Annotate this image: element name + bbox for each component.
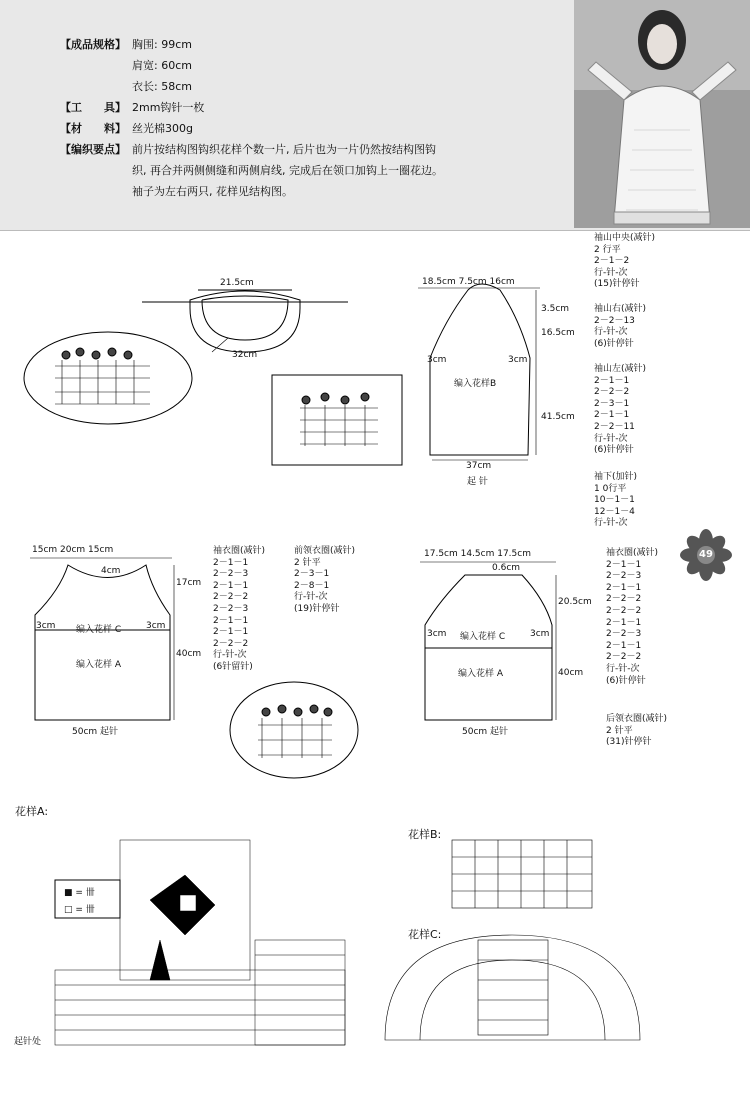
sleeve-right-offset: 3cm <box>508 355 528 365</box>
pattern-a-chart <box>55 840 345 1045</box>
back-top-widths: 15cm 20cm 15cm <box>32 545 114 555</box>
front-neck: 0.6cm <box>492 563 521 573</box>
sleeve-cap-right-notes: 袖山右(减针) 2－2－13 行-针-次 (6)针停针 <box>594 304 647 349</box>
spec-row-5: 【材 料】 丝光棉300g <box>60 122 193 135</box>
pattern-c-chart <box>385 935 640 1040</box>
spec-row-2: 肩宽: 60cm <box>132 59 192 72</box>
spec-row-6: 【编织要点】 前片按结构图钩织花样个数一片, 后片也为一片仍然按结构图钩 <box>60 143 436 156</box>
back-pattern-c: 编入花样 C <box>76 625 122 635</box>
sleeve-cap-h1: 3.5cm <box>541 304 570 314</box>
front-right-offset: 3cm <box>530 629 550 639</box>
front-lower-height: 40cm <box>558 668 584 678</box>
pattern-b-chart <box>452 840 592 908</box>
pattern-c-label: 花样C: <box>408 928 442 941</box>
back-pattern-a: 编入花样 A <box>76 660 122 670</box>
back-diagram <box>30 558 174 720</box>
sleeve-start: 起 针 <box>467 477 488 487</box>
back-stitch-oval <box>230 682 358 778</box>
back-lower-height: 40cm <box>176 649 202 659</box>
back-neck: 4cm <box>101 566 121 576</box>
collar-bottom-width: 32cm <box>232 350 258 360</box>
sleeve-top-widths: 18.5cm 7.5cm 16cm <box>422 277 515 287</box>
back-armhole-notes: 袖衣圈(减针) 2－1－1 2－2－3 2－1－1 2－2－2 2－2－3 2－1－1 2－1－1 2－2－2 行-针-次 (6针留针) <box>213 546 266 672</box>
front-upper-height: 20.5cm <box>558 597 592 607</box>
sleeve-diagram <box>418 284 540 460</box>
pattern-b-label: 花样B: <box>408 828 442 841</box>
spec-row-4: 【工 具】 2mm钩针一枚 <box>60 101 205 114</box>
collar-top-width: 21.5cm <box>220 278 254 288</box>
page-number: 49 <box>699 549 713 560</box>
back-right-offset: 3cm <box>146 621 166 631</box>
back-upper-height: 17cm <box>176 578 202 588</box>
pattern-a-label: 花样A: <box>15 805 49 818</box>
spec-note-2: 织, 再合并两侧侧缝和两侧肩线, 完成后在领口加钩上一圈花边。 <box>132 164 443 177</box>
back-bottom: 50cm 起针 <box>72 727 119 737</box>
front-armhole-notes: 袖衣圈(减针) 2－1－1 2－2－3 2－1－1 2－2－2 2－2－2 2－1－1 2－2－3 2－1－1 2－2－2 行-针-次 (6)针停针 <box>606 548 659 686</box>
sleeve-pattern: 编入花样B <box>454 379 497 389</box>
front-pattern-a: 编入花样 A <box>458 669 504 679</box>
collar-diagram <box>142 290 348 352</box>
spec-row-1: 【成品规格】 胸围: 99cm <box>60 38 192 51</box>
collar-stitch-oval <box>24 332 192 424</box>
sleeve-cap-left-notes: 袖山左(减针) 2－1－1 2－2－2 2－3－1 2－1－1 2－2－11 行-针-次 (6)针停针 <box>594 364 647 456</box>
front-bottom: 50cm 起针 <box>462 727 509 737</box>
sleeve-left-offset: 3cm <box>427 355 447 365</box>
spec-row-3: 衣长: 58cm <box>132 80 192 93</box>
sleeve-cap-center-notes: 袖山中央(减针) 2 行平 2－1－2 行-针-次 (15)针停针 <box>594 233 656 290</box>
front-left-offset: 3cm <box>427 629 447 639</box>
sleeve-bottom-width: 37cm <box>466 461 492 471</box>
back-neck-notes: 后领衣圈(减针) 2 针平 (31)针停针 <box>606 714 668 748</box>
sleeve-underarm-notes: 袖下(加针) 1 0行平 10－1－1 12－1－4 行-针-次 <box>594 472 638 529</box>
legend-empty: □ = 卌 <box>64 905 95 915</box>
front-neck-notes: 前领衣圈(减针) 2 针平 2－3－1 2－8－1 行-针-次 (19)针停针 <box>294 546 356 614</box>
back-left-offset: 3cm <box>36 621 56 631</box>
sleeve-cap-h2: 16.5cm <box>541 328 575 338</box>
front-top-widths: 17.5cm 14.5cm 17.5cm <box>424 549 531 559</box>
front-pattern-c: 编入花样 C <box>460 632 506 642</box>
start-label: 起针处 <box>14 1037 42 1047</box>
spec-note-3: 袖子为左右两只, 花样见结构图。 <box>132 185 293 198</box>
sleeve-stitch-box <box>272 375 402 465</box>
legend-filled: ■ = 卌 <box>64 888 95 898</box>
sleeve-body-h: 41.5cm <box>541 412 575 422</box>
